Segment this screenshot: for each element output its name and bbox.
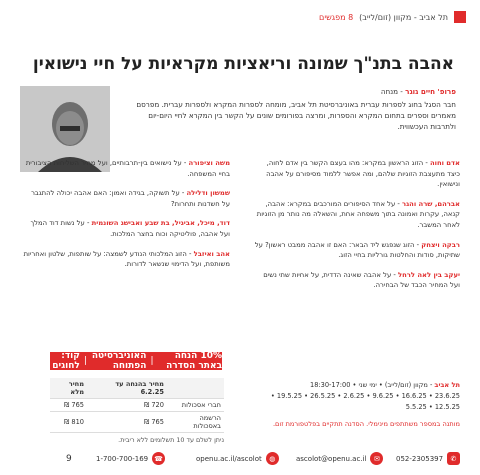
topic-item bbox=[252, 270, 460, 291]
phone-icon: ☎ bbox=[152, 452, 165, 465]
footer-phone1[interactable] bbox=[96, 452, 165, 465]
table-row bbox=[50, 399, 224, 412]
footer-email[interactable] bbox=[296, 452, 383, 465]
lecturer-block bbox=[124, 86, 456, 132]
footer bbox=[0, 452, 480, 470]
running-header bbox=[319, 10, 466, 24]
schedule-note: מותנה במספר משתתפים מינימלי. הסדנה תתקיים בפלטפורמת זום. bbox=[272, 420, 460, 428]
header-sessions: 8 מפגשים bbox=[319, 12, 354, 22]
price-row-discount: 720 ₪ bbox=[87, 399, 167, 412]
page-number: 9 bbox=[66, 454, 72, 464]
topic-item bbox=[22, 218, 230, 239]
topic-item bbox=[252, 158, 460, 190]
topics-left-column bbox=[22, 158, 230, 279]
footer-phone2-text: 052-2305397 bbox=[396, 454, 444, 463]
topic-item bbox=[252, 240, 460, 261]
promo-banner bbox=[50, 352, 222, 370]
topic-heading: שמשון ודלילה bbox=[186, 189, 230, 198]
topic-text: - הזוג הראשון במקרא: מהו בעצם הקשר בין אדם לחוה, כיצד מתעצבת הזוגיות שלהם, ומה אפשר ללמוד מסיפורם על אהבה ונישואין. bbox=[266, 159, 460, 189]
topic-heading: יעקב בין לאה לרחל bbox=[398, 270, 460, 279]
price-col-discount: מחיר בהנחה עד 6.2.25 bbox=[87, 378, 167, 399]
promo-percent: 10% הנחה באתר הסדרה bbox=[166, 351, 222, 371]
promo-separator: | bbox=[83, 356, 88, 366]
topic-heading: דוד, מיכל, אביגיל, בת שבע ואבישג השונמית bbox=[91, 219, 230, 228]
price-row-discount: 765 ₪ bbox=[87, 412, 167, 433]
topic-text: - הזוג המלכותי הנודע לשמצה: על שותפות, שלטון ואחריות משותפת, ועל הדימוי שנשאר לדורות. bbox=[23, 249, 230, 269]
footer-phone2[interactable] bbox=[396, 452, 460, 465]
globe-icon: ◍ bbox=[266, 452, 279, 465]
topic-heading: אדם וחוה bbox=[429, 159, 460, 167]
price-table bbox=[50, 378, 224, 433]
topic-text: - הזוג שנפגש ליד הבאר: האם זו אהבה ממבט ראשון? על שתיקות, סודות והחלטות גורליות בחיי הזוג. bbox=[254, 240, 460, 260]
topic-item bbox=[252, 199, 460, 231]
price-row-full: 810 ₪ bbox=[50, 412, 87, 433]
topic-item bbox=[22, 188, 230, 209]
page-title: אהבה בתנ"ך שמונה וריאציות מקראיות על חיי נישואין bbox=[32, 54, 454, 74]
topic-item bbox=[22, 158, 230, 179]
topic-text: - על נישואים בין-תרבותיים, ועל מחיר השליחות הציבורית בחיי המשפחה. bbox=[25, 159, 230, 178]
footer-website[interactable] bbox=[196, 452, 279, 465]
promo-brand: האוניברסיטה הפתוחה bbox=[91, 351, 147, 371]
promo-code: קוד: לחוגים bbox=[52, 351, 80, 371]
schedule-dates: 23.6.25 • 16.6.25 • 9.6.25 • 2.6.25 • 26.5.25 • 19.5.25 • 12.5.25 • 5.5.25 bbox=[270, 392, 460, 411]
price-row-label: הרשמה באסכולות bbox=[167, 412, 224, 433]
price-row-label: חברי אסכולות bbox=[167, 399, 224, 412]
header-institution: תל אביב - מקוון (זום/לייב) bbox=[359, 12, 448, 22]
topic-heading: אברהם, שרה והגר bbox=[402, 199, 460, 208]
header-marker bbox=[454, 11, 466, 23]
lecturer-role: - מנחה bbox=[380, 87, 406, 96]
schedule-time: - מקוון (זום/לייב) • ימי שני • 18:30-17:00 bbox=[310, 381, 435, 389]
lecturer-name: פרופ' חיים גוגר bbox=[405, 87, 456, 96]
table-row bbox=[50, 412, 224, 433]
topic-text: - על תשוקה, בגידה ואמון: האם אהבה יכולה להתגבר על חשדנות ותחרות? bbox=[31, 189, 230, 208]
price-note: ניתן לשלם עד 10 תשלומים ללא ריבית. bbox=[118, 436, 224, 444]
price-col-full: מחיר מלא bbox=[50, 378, 87, 399]
promo-separator: | bbox=[150, 356, 154, 366]
schedule-block bbox=[252, 380, 460, 430]
topic-text: - על אהבה שאינה הדדית, על אחיות שתי נשים ועל המחיר הכבד של הבחירה. bbox=[263, 270, 460, 290]
mail-icon: ✉ bbox=[370, 452, 383, 465]
topic-heading: אהב ואיזבל bbox=[193, 249, 230, 258]
price-col-label bbox=[167, 378, 224, 399]
footer-phone1-text: 1-700-700-169 bbox=[96, 454, 149, 463]
footer-website-text: openu.ac.il/ascolot bbox=[196, 454, 262, 463]
topic-heading: רבקה ויצחק bbox=[421, 240, 460, 249]
topic-heading: משה וציפורה bbox=[188, 159, 230, 167]
topic-text: - על אחד הסיפורים המורכבים במקרא: אהבה, קנאה, עקרות ואמונה בתוך משפחה אחת, והשאלה מה נותר מן הזוגיות לאחר המשבר. bbox=[256, 199, 460, 229]
topic-text: - על נשות דוד המלך ועל אהבה, פוליטיקה וכוח בחצר המלכות. bbox=[30, 219, 230, 238]
topics-right-column bbox=[252, 158, 460, 300]
topic-item bbox=[22, 249, 230, 270]
price-table-header bbox=[50, 378, 224, 399]
footer-email-text: ascolot@openu.ac.il bbox=[296, 454, 367, 463]
lecturer-bio: חבר הסגל בחוג לספרות עברית באוניברסיטת תל אביב, מומחה לספרות המקרא ולספרות עברית. מפרסם מאמרים וספרים בתחום המקרא והספרות, ומרצה בפורומים שונים על הקשר בין המקרא לחיי היום-יום ולתרבות העכשווית. bbox=[136, 100, 456, 131]
whatsapp-icon: ✆ bbox=[447, 452, 460, 465]
schedule-line bbox=[252, 380, 460, 391]
schedule-location: תל אביב bbox=[434, 381, 460, 389]
price-row-full: 765 ₪ bbox=[50, 399, 87, 412]
